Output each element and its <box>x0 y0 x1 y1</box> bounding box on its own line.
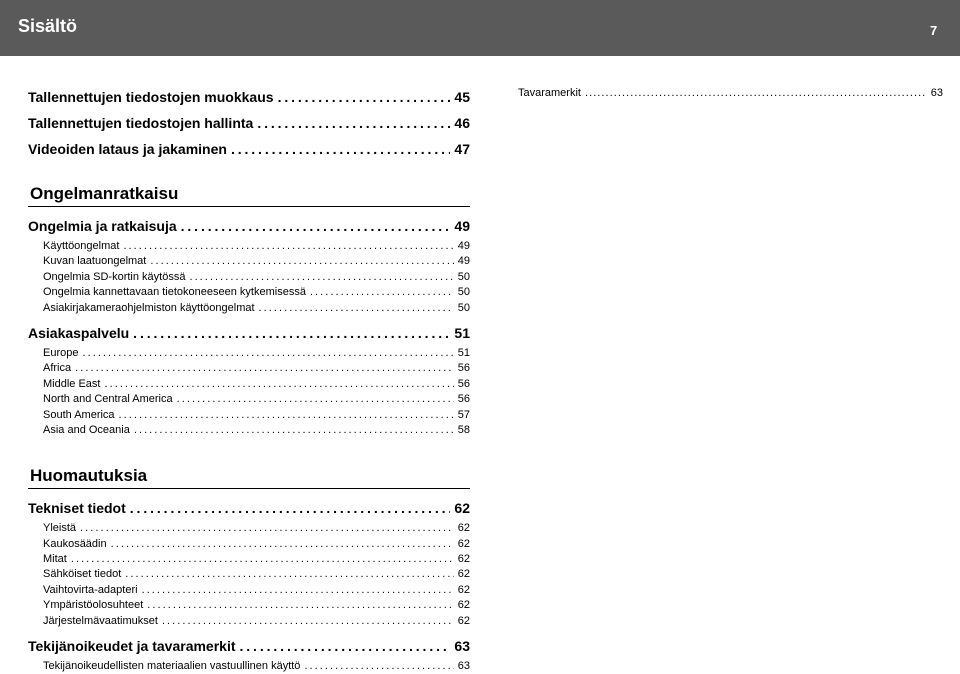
toc-entry[interactable] <box>28 495 470 521</box>
toc-subentry-title: Ongelmia kannettavaan tietokoneeseen kytkemisessä <box>43 286 306 299</box>
toc-subentry-page: 57 <box>457 408 470 421</box>
toc-subentry[interactable] <box>43 614 470 629</box>
toc-entry[interactable] <box>28 84 470 110</box>
leader-dots <box>162 614 454 629</box>
leader-dots <box>585 84 927 102</box>
toc-subentry[interactable] <box>518 84 943 102</box>
toc-entry-page: 51 <box>454 324 470 341</box>
toc-subentry-title: Käyttöongelmat <box>43 240 120 252</box>
section-title-ongelmanratkaisu: Ongelmanratkaisu <box>28 182 470 207</box>
leader-dots <box>310 285 454 300</box>
toc-subentry[interactable] <box>43 537 470 552</box>
leader-dots <box>75 361 454 376</box>
leader-dots <box>71 552 454 567</box>
toc-entry-page: 62 <box>454 500 470 517</box>
section-title-huomautuksia: Huomautuksia <box>28 464 470 489</box>
toc-subentry-title: Kuvan laatuongelmat <box>43 255 147 268</box>
leader-dots <box>304 659 453 674</box>
leader-dots <box>147 598 453 613</box>
leader-dots <box>82 346 453 361</box>
toc-entry-title: Asiakaspalvelu <box>28 324 130 341</box>
toc-subentry-title: Asia and Oceania <box>43 423 130 436</box>
toc-subentry[interactable] <box>43 254 470 269</box>
leader-dots <box>231 136 450 162</box>
toc-subentry-title: Middle East <box>43 377 101 390</box>
leader-dots <box>134 423 454 438</box>
toc-subentry-title: Tavaramerkit <box>518 87 581 99</box>
page-header <box>0 0 960 56</box>
toc-subentry[interactable] <box>43 659 470 674</box>
toc-subentry-page: 50 <box>457 301 470 314</box>
toc-entry-title: Tallennettujen tiedostojen muokkaus <box>28 89 274 105</box>
toc-subentry-page: 62 <box>457 599 470 612</box>
toc-subentry-page: 51 <box>457 346 470 359</box>
toc-entry-page: 49 <box>454 218 470 234</box>
toc-entry-title: Tekniset tiedot <box>28 500 126 517</box>
toc-subentry-title: South America <box>43 408 115 421</box>
toc-subentry-title: Järjestelmävaatimukset <box>43 614 158 627</box>
leader-dots <box>278 84 451 110</box>
leader-dots <box>123 239 453 254</box>
leader-dots <box>181 213 451 239</box>
toc-subentry-title: North and Central America <box>43 393 173 406</box>
toc-subentry[interactable] <box>43 270 470 285</box>
toc-subentry-page: 63 <box>457 660 470 673</box>
toc-subentry-page: 62 <box>457 553 470 566</box>
toc-subentry-title: Kaukosäädin <box>43 537 107 550</box>
leader-dots <box>177 392 454 407</box>
toc-entry-page: 46 <box>454 115 470 131</box>
toc-entry[interactable] <box>28 320 470 346</box>
leader-dots <box>130 495 451 521</box>
toc-subentry-page: 63 <box>930 87 943 99</box>
toc-subentry-page: 62 <box>457 583 470 596</box>
toc-subentry[interactable] <box>43 285 470 300</box>
leader-dots <box>125 567 453 582</box>
toc-entry-page: 45 <box>454 89 470 105</box>
toc-subentry-title: Europe <box>43 346 79 359</box>
toc-entry[interactable] <box>28 136 470 162</box>
toc-subentry[interactable] <box>43 423 470 438</box>
toc-subentry-title: Africa <box>43 362 72 375</box>
leader-dots <box>111 537 454 552</box>
toc-subentry-title: Sähköiset tiedot <box>43 568 122 581</box>
toc-subentry-page: 49 <box>457 240 470 252</box>
leader-dots <box>104 377 453 392</box>
leader-dots <box>80 521 454 536</box>
toc-subentry[interactable] <box>43 361 470 376</box>
toc-subentry-page: 62 <box>457 568 470 581</box>
leader-dots <box>133 320 450 346</box>
leader-dots <box>257 110 450 136</box>
toc-subentry[interactable] <box>43 567 470 582</box>
leader-dots <box>119 408 454 423</box>
toc-entry-title: Videoiden lataus ja jakaminen <box>28 141 227 157</box>
toc-subentry[interactable] <box>43 301 470 316</box>
toc-subentry-title: Ongelmia SD-kortin käytössä <box>43 270 186 283</box>
toc-subentry-page: 62 <box>457 522 470 535</box>
toc-subentry-title: Vaihtovirta-adapteri <box>43 583 138 596</box>
toc-subentry[interactable] <box>43 408 470 423</box>
leader-dots <box>142 583 454 598</box>
page-title: Sisältö <box>18 16 78 36</box>
leader-dots <box>259 301 454 316</box>
page-number: 7 <box>930 23 938 38</box>
toc-subentry-page: 49 <box>457 255 470 268</box>
toc-subentry-title: Tekijänoikeudellisten materiaalien vastuullinen käyttö <box>43 660 301 673</box>
toc-subentry[interactable] <box>43 239 470 254</box>
toc-subentry-page: 58 <box>457 423 470 436</box>
toc-entry-page: 63 <box>454 638 470 655</box>
toc-subentry-title: Mitat <box>43 553 67 566</box>
toc-entry-title: Tekijänoikeudet ja tavaramerkit <box>28 638 236 655</box>
toc-subentry-title: Ympäristöolosuhteet <box>43 599 144 612</box>
toc-subentry-title: Yleistä <box>43 522 77 535</box>
toc-entry-title: Ongelmia ja ratkaisuja <box>28 218 177 234</box>
toc-subentry[interactable] <box>43 346 470 361</box>
toc-subentry-page: 62 <box>457 614 470 627</box>
toc-right-column <box>518 84 943 102</box>
toc-subentry-page: 56 <box>457 377 470 390</box>
toc-subentry[interactable] <box>43 598 470 613</box>
leader-dots <box>150 254 453 269</box>
leader-dots <box>189 270 453 285</box>
toc-subentry-page: 50 <box>457 286 470 299</box>
toc-subentry-page: 56 <box>457 362 470 375</box>
leader-dots <box>240 633 451 659</box>
toc-entry-title: Tallennettujen tiedostojen hallinta <box>28 115 254 131</box>
toc-subentry[interactable] <box>43 521 470 536</box>
toc-entry[interactable] <box>28 213 470 239</box>
toc-left-column <box>28 84 470 674</box>
toc-subentry-page: 62 <box>457 537 470 550</box>
toc-subentry[interactable] <box>43 552 470 567</box>
toc-entry-page: 47 <box>454 141 470 157</box>
toc-subentry[interactable] <box>43 377 470 392</box>
toc-subentry[interactable] <box>43 392 470 407</box>
toc-subentry-title: Asiakirjakameraohjelmiston käyttöongelmat <box>43 301 255 314</box>
toc-entry[interactable] <box>28 633 470 659</box>
toc-subentry-page: 50 <box>457 270 470 283</box>
toc-subentry-page: 56 <box>457 393 470 406</box>
toc-subentry[interactable] <box>43 583 470 598</box>
toc-entry[interactable] <box>28 110 470 136</box>
